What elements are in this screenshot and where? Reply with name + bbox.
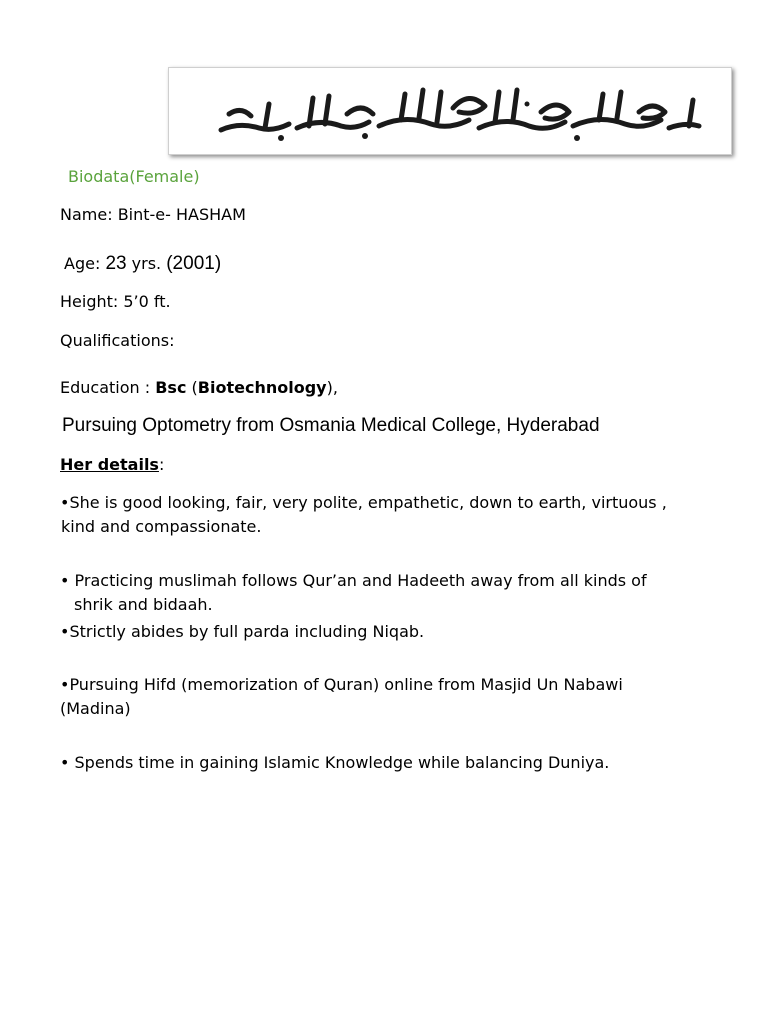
age-year: (2001) [166,253,222,274]
detail-item-4 [60,673,623,721]
name-label: Name: [60,205,113,224]
detail-item-5-line1: • Spends time in gaining Islamic Knowledge while balancing Duniya. [60,753,610,772]
details-heading: Her details [60,455,159,474]
education-degree: Bsc [155,378,187,397]
qualifications-label: Qualifications: [60,331,175,350]
detail-item-2-line1: • Practicing muslimah follows Qur’an and Hadeeth away from all kinds of [60,571,647,590]
detail-item-1 [60,491,667,539]
bismillah-calligraphy-icon [169,68,731,154]
detail-item-1-line2: kind and compassionate. [61,517,262,536]
detail-item-4-line2: (Madina) [60,699,131,718]
height-row [60,292,171,312]
detail-item-3 [60,620,424,644]
education-field: Biotechnology [197,378,327,397]
detail-item-2-line2: shrik and bidaah. [74,595,213,614]
details-heading-row [60,455,164,475]
details-colon: : [158,455,165,474]
height-value: 5’0 ft. [123,292,171,311]
age-label: Age: [64,254,101,273]
name-row [60,205,246,225]
pursuing-line: Pursuing Optometry from Osmania Medical College, Hyderabad [62,415,600,436]
detail-item-3-line1: •Strictly abides by full parda including Niqab. [60,622,425,641]
education-row [60,378,338,398]
education-close: ), [326,378,338,397]
education-label: Education : [60,378,151,397]
age-number: 23 [105,253,127,274]
detail-item-4-line1: •Pursuing Hifd (memorization of Quran) online from Masjid Un Nabawi [60,675,623,694]
document-title: Biodata(Female) [68,167,200,186]
age-row [64,252,221,276]
age-unit: yrs. [131,254,162,273]
detail-item-1-line1: •She is good looking, fair, very polite, empathetic, down to earth, virtuous , [60,493,667,512]
detail-item-2 [60,569,647,617]
bismillah-banner [168,67,732,155]
name-value: Bint-e- HASHAM [117,205,246,224]
detail-item-5 [60,751,609,775]
height-label: Height: [60,292,119,311]
education-open-paren: ( [191,378,198,397]
